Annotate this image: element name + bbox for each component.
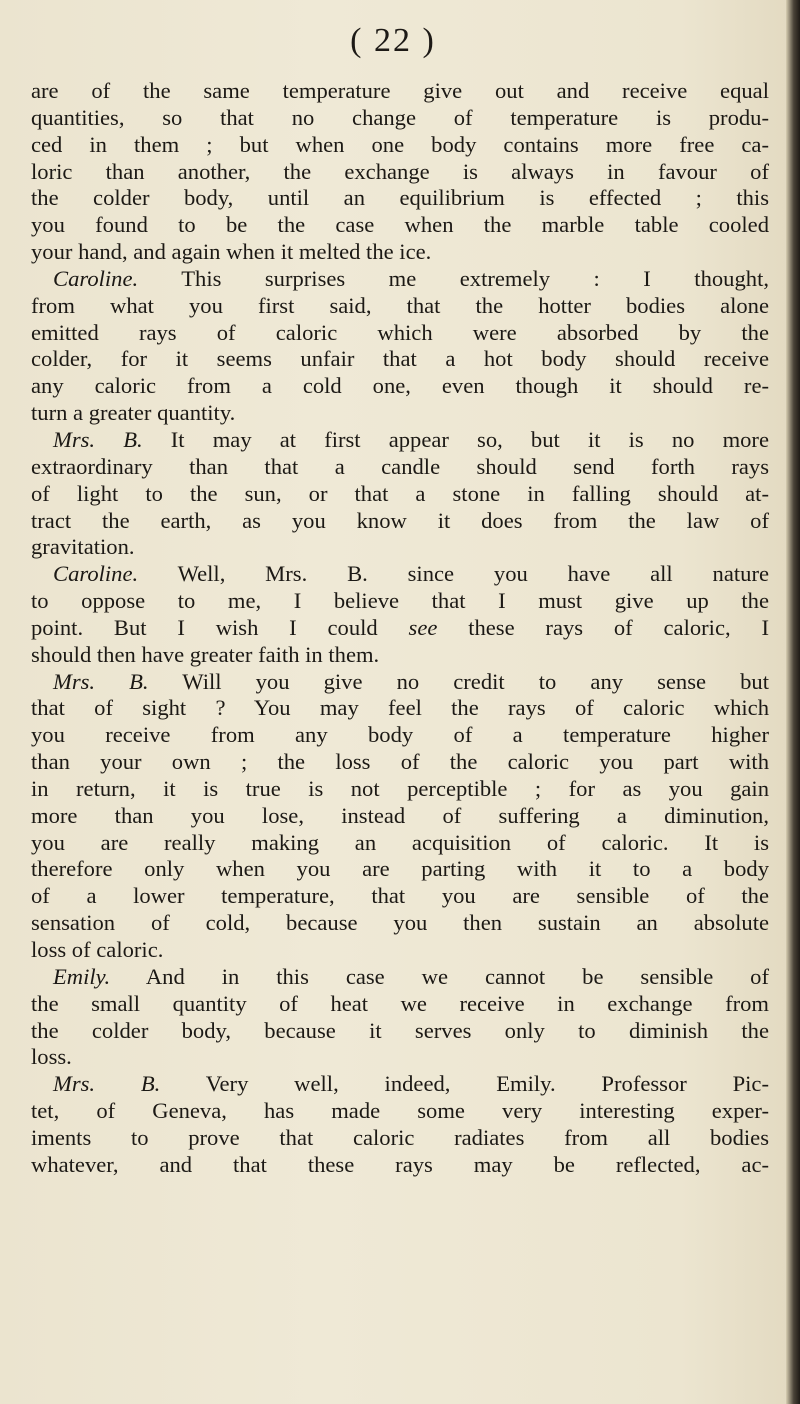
text-line: to oppose to me, I believe that I must give up the	[31, 588, 769, 614]
page-binding-edge	[786, 0, 800, 1404]
text-line: loss.	[31, 1044, 72, 1070]
text-line: sensation of cold, because you then sustain an absolute	[31, 910, 769, 936]
text-line: point. But I wish I could see these rays of caloric, I	[31, 614, 769, 640]
text-line: in return, it is true is not perceptible ; for as you gain	[31, 775, 769, 801]
text-line: from what you first said, that the hotter bodies alone	[31, 292, 769, 318]
speaker-name: Emily.	[53, 963, 111, 989]
text-line: quantities, so that no change of temperature is produ-	[31, 104, 769, 130]
text-line: loric than another, the exchange is always in favour of	[31, 158, 769, 184]
speaker-name: Mrs. B.	[53, 426, 143, 452]
text-line: therefore only when you are parting with it to a body	[31, 856, 769, 882]
page-number-header: ( 22 )	[350, 22, 436, 59]
text-line: of light to the sun, or that a stone in falling should at-	[31, 480, 769, 506]
text-line: Mrs. B. Very well, indeed, Emily. Professor Pic-	[53, 1071, 769, 1097]
text-line: than your own ; the loss of the caloric you part with	[31, 749, 769, 775]
text-line: the colder body, because it serves only to diminish the	[31, 1017, 769, 1043]
speaker-name: Mrs. B.	[53, 668, 149, 694]
text-line: any caloric from a cold one, even though it should re-	[31, 373, 769, 399]
page-body-text	[31, 78, 769, 1179]
speaker-name: Caroline.	[53, 561, 139, 587]
text-line: tet, of Geneva, has made some very interesting exper-	[31, 1098, 769, 1124]
text-line: Mrs. B. Will you give no credit to any sense but	[53, 668, 770, 694]
text-line: loss of caloric.	[31, 937, 164, 962]
text-line: Caroline. This surprises me extremely : I thought,	[53, 265, 769, 291]
text-line: colder, for it seems unfair that a hot body should receive	[31, 346, 769, 372]
text-line: Emily. And in this case we cannot be sensible of	[53, 963, 769, 989]
speaker-name: Mrs. B.	[53, 1071, 161, 1097]
text-line: of a lower temperature, that you are sensible of the	[31, 883, 769, 909]
speaker-name: Caroline.	[53, 265, 139, 291]
text-line: emitted rays of caloric which were absorbed by the	[31, 319, 769, 345]
text-line: should then have greater faith in them.	[31, 641, 380, 667]
text-line: Caroline. Well, Mrs. B. since you have all nature	[53, 561, 769, 587]
text-line: whatever, and that these rays may be reflected, ac-	[31, 1151, 769, 1177]
emphasized-word: see	[408, 614, 438, 640]
text-line: Mrs. B. It may at first appear so, but it is no more	[53, 426, 769, 452]
text-line: that of sight ? You may feel the rays of caloric which	[31, 695, 769, 721]
text-line: you receive from any body of a temperature higher	[31, 722, 769, 748]
text-line: more than you lose, instead of suffering a diminution,	[31, 802, 769, 828]
text-line: iments to prove that caloric radiates from all bodies	[31, 1124, 769, 1150]
text-line: extraordinary than that a candle should send forth rays	[31, 453, 769, 479]
text-line: you found to be the case when the marble table cooled	[31, 212, 769, 238]
text-line: gravitation.	[31, 534, 135, 560]
text-line: ced in them ; but when one body contains more free ca-	[31, 131, 769, 157]
text-line: turn a greater quantity.	[31, 400, 236, 426]
text-line: your hand, and again when it melted the ice.	[31, 239, 432, 265]
text-line: are of the same temperature give out and receive equal	[31, 78, 769, 103]
text-line: you are really making an acquisition of caloric. It is	[31, 829, 769, 855]
text-line: tract the earth, as you know it does from the law of	[31, 507, 769, 533]
text-line: the small quantity of heat we receive in exchange from	[31, 990, 769, 1016]
text-line: the colder body, until an equilibrium is effected ; this	[31, 185, 769, 211]
